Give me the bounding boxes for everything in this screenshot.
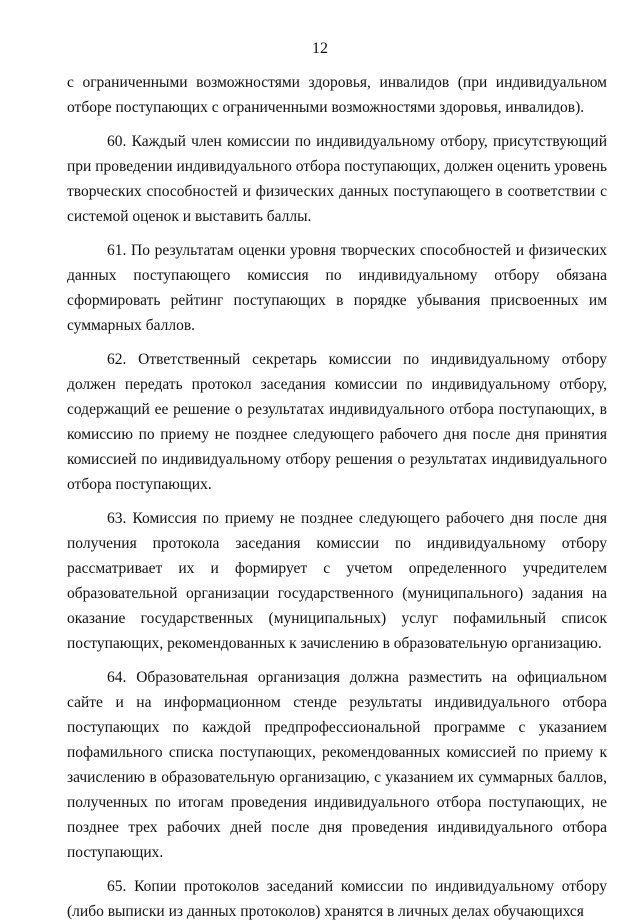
paragraph-65: 65. Копии протоколов заседаний комиссии по индивидуальному отбору (либо выписки из данных протоколов) хранятся в личных делах обучающихся <box>67 878 607 920</box>
paragraph-61: 61. По результатам оценки уровня творческих способностей и физических данных поступающего комиссия по индивидуальному отбору обязана сформировать рейтинг поступающих в порядке убывания присвоенных им суммарных баллов. <box>67 242 607 334</box>
document-body <box>67 70 607 924</box>
paragraph-60: 60. Каждый член комиссии по индивидуальному отбору, присутствующий при проведении индивидуального отбора поступающих, должен оценить уровень творческих способностей и физических данных поступающего в соответствии с системой оценок и выставить баллы. <box>67 133 607 225</box>
paragraph-62: 62. Ответственный секретарь комиссии по индивидуальному отбору должен передать протокол заседания комиссии по индивидуальному отбору, содержащий ее решение о результатах индивидуального отбора поступающих, в комиссию по приему не позднее следующего рабочего дня после дня принятия комиссией по индивидуальному отбору решения о результатах индивидуального отбора поступающих. <box>67 351 607 493</box>
paragraph-continuation: с ограниченными возможностями здоровья, инвалидов (при индивидуальном отборе поступающих с ограниченными возможностями здоровья, инвалидов). <box>67 74 607 116</box>
page-number: 12 <box>312 40 328 57</box>
paragraph-63: 63. Комиссия по приему не позднее следующего рабочего дня после дня получения протокола заседания комиссии по индивидуальному отбору рассматривает их и формирует с учетом определенного учредителем образовательной организации государственного (муниципального) задания на оказание государственных (муниципальных) услуг пофамильный список поступающих, рекомендованных к зачислению в образовательную организацию. <box>67 510 607 652</box>
paragraph-64: 64. Образовательная организация должна разместить на официальном сайте и на информационном стенде результаты индивидуального отбора поступающих по каждой предпрофессиональной программе с указанием пофамильного списка поступающих, рекомендованных комиссией по приему к зачислению в образовательную организацию, с указанием их суммарных баллов, полученных по итогам проведения индивидуального отбора поступающих, не позднее трех рабочих дней после дня проведения индивидуального отбора поступающих. <box>67 669 607 861</box>
